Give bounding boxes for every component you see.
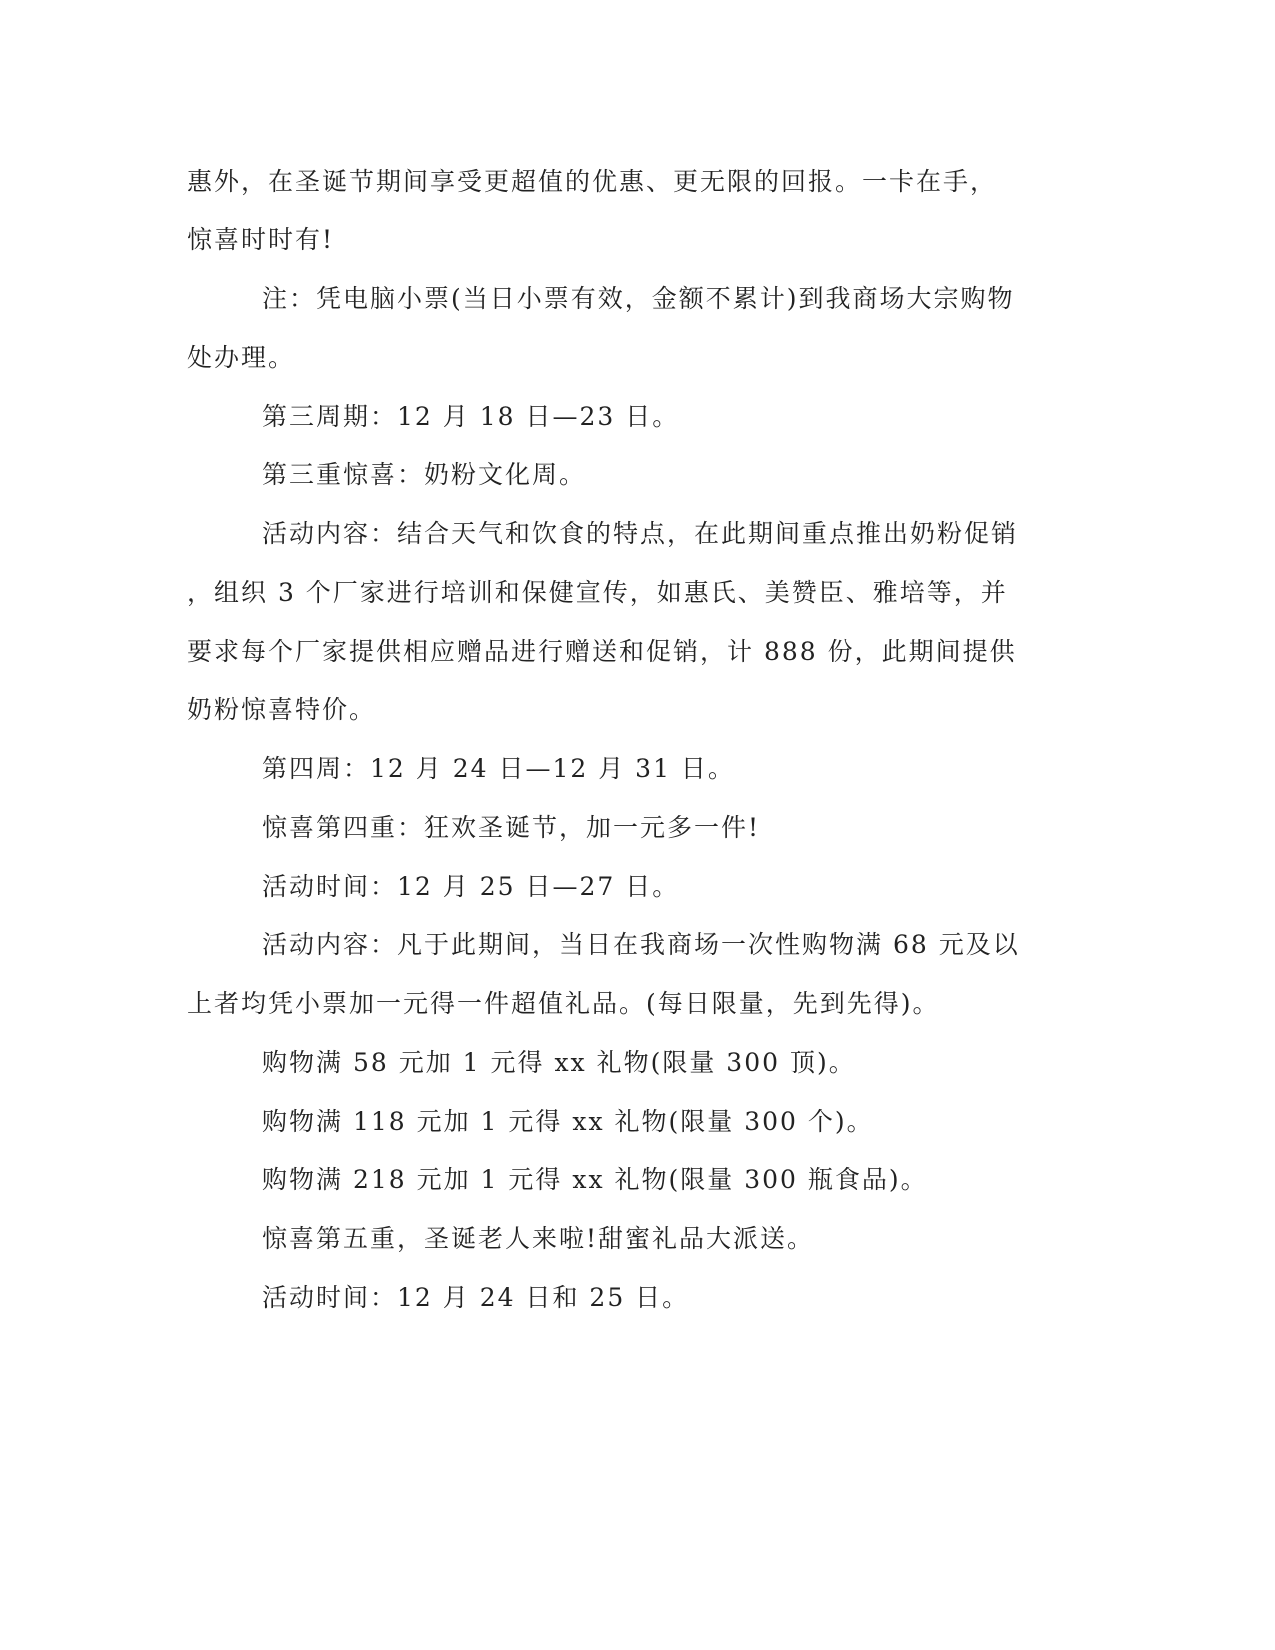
text-line: 奶粉惊喜特价。	[187, 695, 377, 724]
text-line: 惊喜第五重，圣诞老人来啦!甜蜜礼品大派送。	[262, 1224, 815, 1253]
text-line: 活动内容：凡于此期间，当日在我商场一次性购物满 68 元及以	[262, 930, 1020, 959]
text-line: 活动时间：12 月 25 日—27 日。	[262, 872, 680, 901]
text-line: 惊喜第四重：狂欢圣诞节，加一元多一件!	[262, 813, 761, 842]
text-line: 第三重惊喜：奶粉文化周。	[262, 460, 587, 489]
text-line: 购物满 218 元加 1 元得 xx 礼物(限量 300 瓶食品)。	[262, 1165, 928, 1194]
text-line: 上者均凭小票加一元得一件超值礼品。(每日限量，先到先得)。	[187, 989, 940, 1018]
text-line: 第三周期：12 月 18 日—23 日。	[262, 402, 680, 431]
text-line: 活动内容：结合天气和饮食的特点，在此期间重点推出奶粉促销	[262, 519, 1019, 548]
text-line: 注：凭电脑小票(当日小票有效，金额不累计)到我商场大宗购物	[262, 284, 1015, 313]
text-line: 惊喜时时有!	[187, 225, 335, 254]
text-line: 活动时间：12 月 24 日和 25 日。	[262, 1283, 690, 1312]
text-line: ，组织 3 个厂家进行培训和保健宣传，如惠氏、美赞臣、雅培等，并	[187, 578, 1008, 607]
text-line: 处办理。	[187, 343, 296, 372]
text-line: 第四周：12 月 24 日—12 月 31 日。	[262, 754, 735, 783]
text-line: 购物满 118 元加 1 元得 xx 礼物(限量 300 个)。	[262, 1107, 874, 1136]
text-line: 购物满 58 元加 1 元得 xx 礼物(限量 300 顶)。	[262, 1048, 856, 1077]
text-line: 要求每个厂家提供相应赠品进行赠送和促销，计 888 份，此期间提供	[187, 637, 1017, 666]
text-line: 惠外，在圣诞节期间享受更超值的优惠、更无限的回报。一卡在手，	[187, 167, 998, 196]
